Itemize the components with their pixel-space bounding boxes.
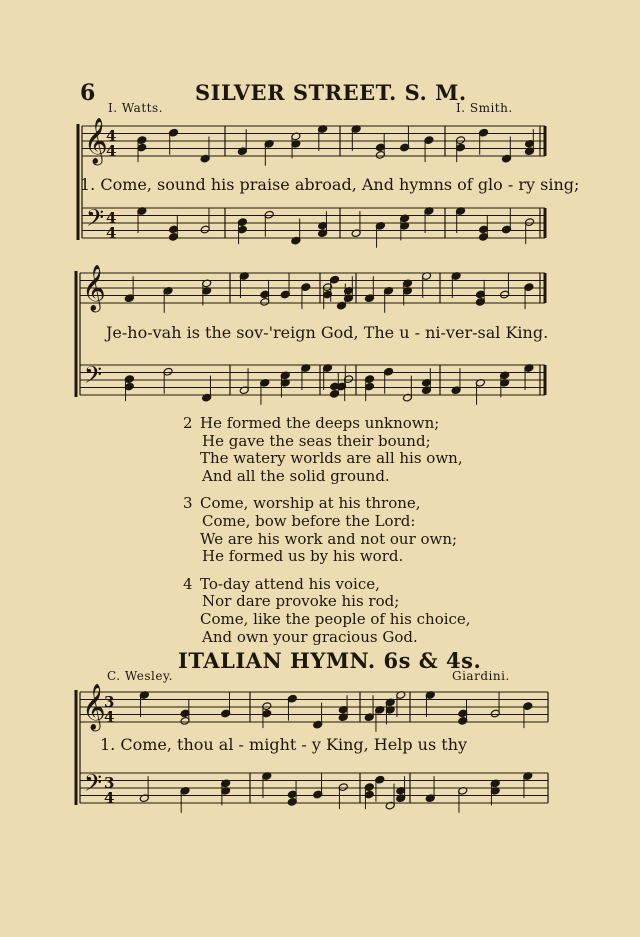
time-signature: 4: [104, 789, 115, 807]
verse-number: 2: [183, 414, 193, 432]
verses: [183, 415, 471, 656]
verse-line: Nor dare provoke his rod;: [202, 592, 400, 611]
verse-number: 4: [183, 574, 193, 593]
lyric-line-1: 1. Come, sound his praise abroad, And hymns of glo - ry sing;: [80, 175, 580, 194]
verse-4: [183, 576, 471, 646]
verse-line: He formed the deeps unknown;: [200, 414, 440, 432]
bass-clef-icon: 𝄢: [84, 361, 103, 394]
verse-line: And all the solid ground.: [202, 466, 390, 485]
lyric-line-2: Je-ho-vah is the sov-'reign God, The u - ni-ver-sal King.: [106, 323, 549, 342]
treble-clef-icon: 𝄞: [84, 118, 108, 164]
verse-line: We are his work and not our own;: [200, 529, 458, 548]
verse-number: 3: [183, 494, 193, 513]
time-signature: 4: [106, 142, 117, 160]
verse-line: And own your gracious God.: [202, 627, 418, 646]
hymn-title-silver-street: SILVER STREET. S. M.: [195, 80, 467, 105]
treble-clef-icon: 𝄞: [82, 684, 106, 730]
verse-line: Come, like the people of his choice,: [200, 609, 471, 628]
bass-clef-icon: 𝄢: [84, 769, 103, 802]
bass-clef-icon: 𝄢: [86, 204, 105, 237]
treble-clef-icon: 𝄞: [82, 265, 106, 311]
hymn-author: I. Watts.: [108, 101, 163, 115]
hymn-composer: Giardini.: [452, 669, 510, 683]
verse-line: Come, bow before the Lord:: [202, 511, 416, 530]
verse-line: To-day attend his voice,: [200, 574, 380, 593]
verse-line: He formed us by his word.: [202, 547, 404, 566]
time-signature: 3: [104, 774, 115, 792]
time-signature: 3: [104, 693, 115, 711]
time-signature: 4: [106, 209, 117, 227]
hymn-composer: I. Smith.: [456, 101, 513, 115]
time-signature: 4: [104, 708, 115, 726]
verse-2: [183, 415, 471, 485]
time-signature: 4: [106, 127, 117, 145]
verse-line: Come, worship at his throne,: [200, 494, 421, 513]
verse-3: [183, 495, 471, 565]
lyric-line-3: 1. Come, thou al - might - y King, Help us thy: [100, 735, 468, 754]
page-number: 6: [80, 80, 96, 106]
hymn-author: C. Wesley.: [107, 669, 173, 683]
verse-line: He gave the seas their bound;: [202, 431, 431, 450]
verse-line: The watery worlds are all his own,: [200, 449, 463, 468]
time-signature: 4: [106, 224, 117, 242]
hymn-title-italian-hymn: ITALIAN HYMN. 6s & 4s.: [178, 648, 482, 673]
